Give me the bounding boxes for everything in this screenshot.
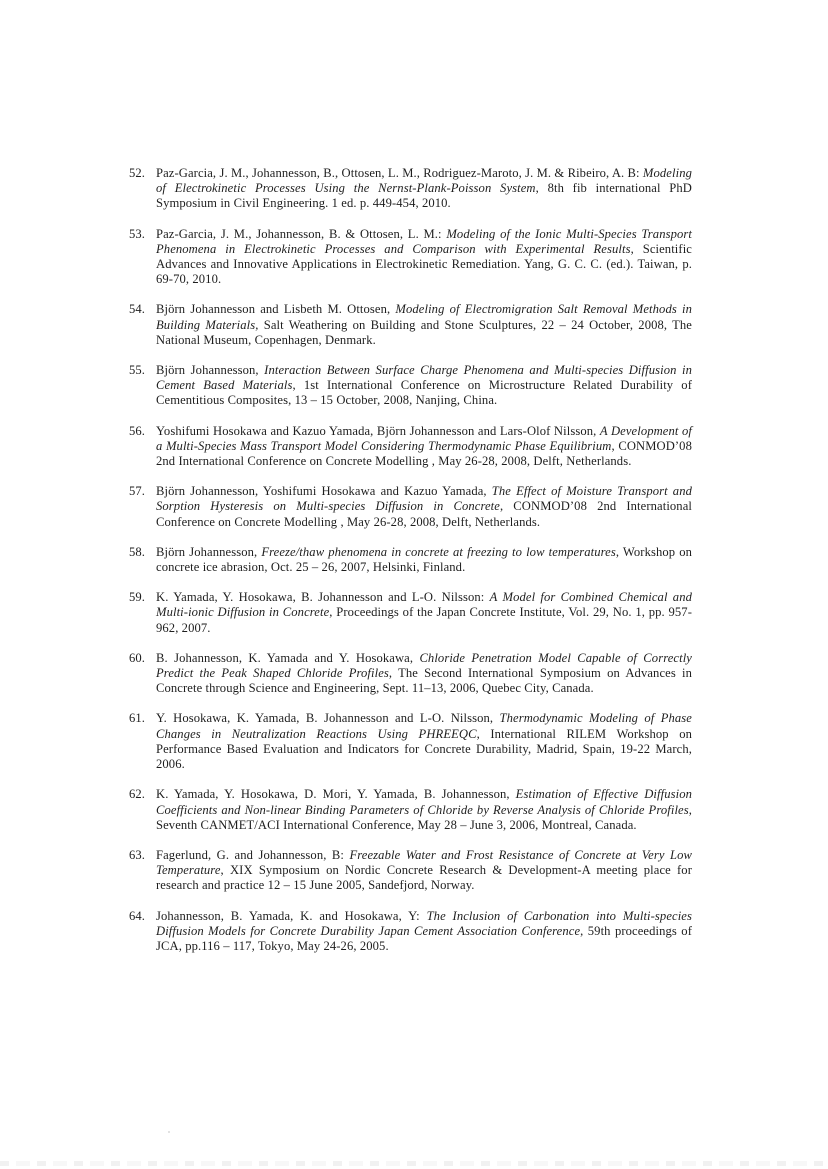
reference-number: 61. bbox=[129, 711, 146, 726]
reference-item bbox=[129, 363, 693, 409]
reference-plain-segment: , XIX Symposium on Nordic Concrete Research & Development-A meeting place for research and practice 12 – 15 June 2005, Sandefjord, Norway. bbox=[156, 863, 692, 893]
reference-plain-segment: K. Yamada, Y. Hosokawa, B. Johannesson and L-O. Nilsson: bbox=[156, 590, 490, 605]
reference-number: 54. bbox=[129, 302, 146, 317]
reference-plain-segment: Fagerlund, G. and Johannesson, B: bbox=[156, 847, 350, 862]
reference-plain-segment: K. Yamada, Y. Hosokawa, D. Mori, Y. Yamada, B. Johannesson, bbox=[156, 787, 516, 802]
reference-number: 60. bbox=[129, 650, 146, 665]
reference-plain-segment: B. Johannesson, K. Yamada and Y. Hosokawa, bbox=[156, 650, 420, 665]
reference-number: 64. bbox=[129, 908, 146, 923]
reference-title-segment: Modeling of the Ionic Multi-Species Transport Phenomena in Electrokinetic Processes and Comparison with Experimental Results bbox=[156, 226, 692, 256]
reference-number: 59. bbox=[129, 590, 146, 605]
reference-item bbox=[129, 166, 692, 212]
reference-item bbox=[129, 226, 692, 288]
reference-item bbox=[129, 787, 693, 833]
reference-plain-segment: , 59th proceedings of JCA, pp.116 – 117, Tokyo, May 24-26, 2005. bbox=[156, 923, 692, 953]
reference-number: 58. bbox=[129, 544, 146, 559]
reference-title-segment: The Effect of Moisture Transport and Sorption Hysteresis on Multi-species Diffusion in Concrete bbox=[156, 484, 692, 514]
reference-plain-segment: , CONMOD’08 2nd International Conference on Concrete Modelling , May 26-28, 2008, Delft, Netherlands. bbox=[156, 499, 692, 529]
reference-item bbox=[129, 590, 692, 636]
reference-plain-segment: Y. Hosokawa, K. Yamada, B. Johannesson and L-O. Nilsson, bbox=[156, 711, 500, 726]
reference-title-segment: Freeze/thaw phenomena in concrete at freezing to low temperatures bbox=[261, 544, 616, 559]
reference-text bbox=[156, 484, 692, 528]
reference-title-segment: Chloride Penetration Model Capable of Correctly Predict the Peak Shaped Chloride Profiles bbox=[156, 650, 692, 681]
reference-number: 55. bbox=[129, 363, 146, 378]
reference-number: 63. bbox=[129, 847, 146, 862]
reference-plain-segment: , The Second International Symposium on Advances in Concrete through Science and Engineering, Sept. 11–13, 2006, Quebec City, Canada. bbox=[156, 666, 692, 696]
reference-title-segment: Freezable Water and Frost Resistance of Concrete at Very Low Temperature bbox=[156, 847, 692, 878]
reference-text bbox=[156, 545, 692, 574]
scan-speck bbox=[168, 1131, 170, 1133]
reference-number: 62. bbox=[129, 787, 146, 802]
reference-plain-segment: Björn Johannesson, bbox=[156, 363, 265, 378]
reference-text bbox=[156, 711, 692, 771]
reference-plain-segment: , 8th fib international PhD Symposium in Civil Engineering. 1 ed. p. 449-454, 2010. bbox=[156, 181, 692, 211]
reference-number: 53. bbox=[129, 226, 146, 241]
reference-text bbox=[156, 302, 692, 346]
reference-text bbox=[156, 227, 692, 287]
reference-title-segment: Modeling of Electromigration Salt Removal Methods in Building Materials, bbox=[156, 302, 692, 332]
reference-text bbox=[156, 424, 692, 468]
reference-text bbox=[156, 363, 692, 407]
reference-title-segment: Modeling of Electrokinetic Processes Using the Nernst-Plank-Poisson System bbox=[156, 166, 692, 196]
reference-title-segment: A Model for Combined Chemical and Multi-ionic Diffusion in Concrete bbox=[156, 590, 692, 620]
reference-plain-segment: , CONMOD’08 2nd International Conference on Concrete Modelling , May 26-28, 2008, Delft, Netherlands. bbox=[156, 438, 692, 469]
reference-plain-segment: , Seventh CANMET/ACI International Conference, May 28 – June 3, 2006, Montreal, Canada. bbox=[156, 802, 692, 832]
reference-text bbox=[156, 651, 692, 695]
reference-text bbox=[156, 590, 692, 634]
reference-plain-segment: Yoshifumi Hosokawa and Kazuo Yamada, Björn Johannesson and Lars-Olof Nilsson, bbox=[156, 423, 600, 438]
reference-plain-segment: Björn Johannesson, bbox=[156, 544, 262, 559]
reference-list bbox=[129, 166, 693, 969]
reference-plain-segment: Paz-Garcia, J. M., Johannesson, B. & Ottosen, L. M.: bbox=[156, 226, 447, 241]
reference-plain-segment: , Proceedings of the Japan Concrete Institute, Vol. 29, No. 1, pp. 957-962, 2007. bbox=[156, 605, 692, 635]
reference-title-segment: Interaction Between Surface Charge Phenomena and Multi-species Diffusion in Cement Based Materials bbox=[156, 363, 692, 393]
reference-item bbox=[129, 484, 692, 530]
reference-plain-segment: , 1st International Conference on Microstructure Related Durability of Cementitious Composites, 13 – 15 October, 2008, Nanjing, China. bbox=[156, 378, 693, 408]
reference-title-segment: Thermodynamic Modeling of Phase Changes in Neutralization Reactions Using PHREEQC bbox=[156, 711, 693, 741]
reference-item bbox=[129, 423, 692, 470]
reference-plain-segment: , International RILEM Workshop on Performance Based Evaluation and Indicators for Concrete Durability, Madrid, Spain, 19-22 March, 2006. bbox=[156, 726, 692, 772]
reference-number: 52. bbox=[129, 166, 146, 180]
reference-plain-segment: Johannesson, B. Yamada, K. and Hosokawa, Y: bbox=[156, 908, 427, 923]
reference-plain-segment: , Workshop on concrete ice abrasion, Oct. 25 – 26, 2007, Helsinki, Finland. bbox=[156, 544, 693, 575]
reference-text bbox=[156, 848, 692, 892]
reference-item bbox=[129, 650, 692, 697]
reference-title-segment: Estimation of Effective Diffusion Coefficients and Non-linear Binding Parameters of Chloride by Reverse Analysis of Chloride Profiles bbox=[156, 787, 693, 817]
reference-item bbox=[129, 847, 692, 894]
reference-text bbox=[156, 787, 692, 831]
reference-plain-segment: , Scientific Advances and Innovative Applications in Electrokinetic Remediation. Yang, G. C. C. (ed.). Taiwan, p. 69-70, 2010. bbox=[156, 241, 692, 287]
reference-text bbox=[156, 909, 692, 953]
reference-item bbox=[129, 908, 692, 955]
reference-plain-segment: Paz-Garcia, J. M., Johannesson, B., Ottosen, L. M., Rodriguez-Maroto, J. M. & Ribeiro, A. B: bbox=[156, 166, 643, 180]
reference-item bbox=[129, 544, 693, 575]
reference-title-segment: The Inclusion of Carbonation into Multi-species Diffusion Models for Concrete Durability Japan Cement Association Conference bbox=[156, 908, 692, 938]
reference-title-segment: A Development of a Multi-Species Mass Transport Model Considering Thermodynamic Phase Equilibrium bbox=[156, 423, 692, 453]
reference-item bbox=[129, 302, 692, 348]
reference-plain-segment: Björn Johannesson and Lisbeth M. Ottosen, bbox=[156, 302, 396, 317]
reference-plain-segment: Salt Weathering on Building and Stone Sculptures, 22 – 24 October, 2008, The National Museum, Copenhagen, Denmark. bbox=[156, 317, 692, 347]
scan-artifact-line bbox=[0, 1161, 828, 1166]
reference-plain-segment: Björn Johannesson, Yoshifumi Hosokawa and Kazuo Yamada, bbox=[156, 484, 492, 499]
reference-number: 56. bbox=[129, 423, 146, 438]
reference-item bbox=[129, 711, 693, 772]
reference-number: 57. bbox=[129, 484, 146, 499]
reference-text bbox=[156, 166, 692, 210]
